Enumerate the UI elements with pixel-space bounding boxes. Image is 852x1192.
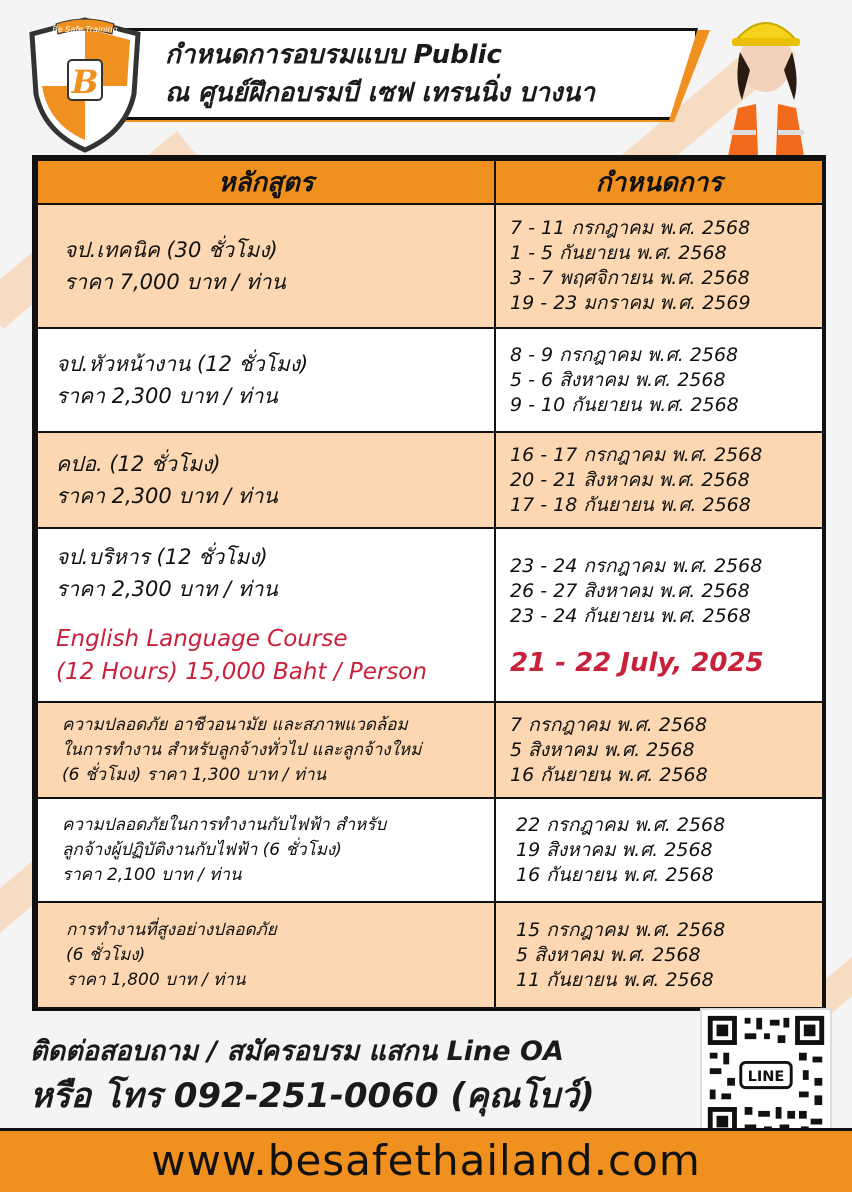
schedule-cell xyxy=(495,702,823,798)
course-price: ราคา 2,300 บาท / ท่าน xyxy=(56,384,278,408)
schedule-date: 19 สิงหาคม พ.ศ. 2568 xyxy=(516,838,713,861)
course-cell xyxy=(37,432,495,528)
schedule-date: 20 - 21 สิงหาคม พ.ศ. 2568 xyxy=(510,468,750,491)
english-course-date: 21 - 22 July, 2025 xyxy=(510,648,764,678)
course-cell xyxy=(37,902,495,1008)
contact-line: ติดต่อสอบถาม / สมัครอบรม แสกน Line OA xyxy=(30,1036,564,1067)
title-line-1: กำหนดการอบรมแบบ Public xyxy=(165,40,502,70)
schedule-cell xyxy=(495,328,823,432)
course-price: ราคา 2,300 บาท / ท่าน xyxy=(56,484,278,508)
svg-text:B: B xyxy=(71,63,99,101)
schedule-date: 5 สิงหาคม พ.ศ. 2568 xyxy=(510,738,695,761)
contact-info xyxy=(30,1030,690,1118)
schedule-date: 9 - 10 กันยายน พ.ศ. 2568 xyxy=(510,393,739,416)
course-price: ราคา 2,300 บาท / ท่าน xyxy=(56,577,278,601)
schedule-cell xyxy=(495,432,823,528)
table-row xyxy=(37,528,823,702)
course-name: ลูกจ้างผู้ปฏิบัติงานกับไฟฟ้า (6 ชั่วโมง) xyxy=(62,839,342,860)
course-price: ราคา 1,800 บาท / ท่าน xyxy=(66,969,246,990)
schedule-table xyxy=(32,155,826,1011)
course-cell xyxy=(37,798,495,902)
page-title xyxy=(165,36,685,112)
schedule-date: 22 กรกฎาคม พ.ศ. 2568 xyxy=(516,813,726,836)
schedule-date: 3 - 7 พฤศจิกายน พ.ศ. 2568 xyxy=(510,267,750,289)
website-link[interactable]: www.besafethailand.com xyxy=(151,1136,701,1185)
schedule-cell xyxy=(495,798,823,902)
schedule-date: 16 - 17 กรกฎาคม พ.ศ. 2568 xyxy=(510,443,763,466)
schedule-date: 11 กันยายน พ.ศ. 2568 xyxy=(516,968,714,991)
safety-worker-image xyxy=(700,0,822,156)
schedule-date: 15 กรกฎาคม พ.ศ. 2568 xyxy=(516,918,726,941)
course-name: การทำงานที่สูงอย่างปลอดภัย xyxy=(66,919,277,940)
svg-text:LINE: LINE xyxy=(747,1068,785,1085)
schedule-date: 7 กรกฎาคม พ.ศ. 2568 xyxy=(510,713,708,736)
course-name: จป.เทคนิค (30 ชั่วโมง) xyxy=(64,238,278,262)
english-course-price: (12 Hours) 15,000 Baht / Person xyxy=(56,659,427,685)
schedule-date: 23 - 24 กันยายน พ.ศ. 2568 xyxy=(510,605,751,627)
english-course xyxy=(56,623,476,689)
schedule-date: 5 สิงหาคม พ.ศ. 2568 xyxy=(516,943,701,966)
schedule-cell xyxy=(495,204,823,328)
schedule-date: 8 - 9 กรกฎาคม พ.ศ. 2568 xyxy=(510,343,739,366)
schedule-cell xyxy=(495,902,823,1008)
course-price: (6 ชั่วโมง) ราคา 1,300 บาท / ท่าน xyxy=(62,764,327,785)
course-cell xyxy=(37,328,495,432)
course-name: ความปลอดภัย อาชีวอนามัย และสภาพแวดล้อม xyxy=(62,714,408,735)
schedule-date: 26 - 27 สิงหาคม พ.ศ. 2568 xyxy=(510,580,750,602)
schedule-date: 7 - 11 กรกฎาคม พ.ศ. 2568 xyxy=(510,217,751,239)
contact-phone[interactable]: หรือ โทร 092-251-0060 (คุณโบว์) xyxy=(30,1076,595,1116)
course-price: ราคา 7,000 บาท / ท่าน xyxy=(64,270,286,294)
schedule-date: 23 - 24 กรกฎาคม พ.ศ. 2568 xyxy=(510,555,763,577)
svg-text:Be Safe Training: Be Safe Training xyxy=(52,25,118,34)
course-price: ราคา 2,100 บาท / ท่าน xyxy=(62,864,242,885)
table-row xyxy=(37,204,823,328)
english-course-name: English Language Course xyxy=(56,626,348,652)
course-name: จป.หัวหน้างาน (12 ชั่วโมง) xyxy=(56,352,309,376)
schedule-cell xyxy=(495,528,823,702)
table-row xyxy=(37,902,823,1008)
course-name: (6 ชั่วโมง) xyxy=(66,944,146,965)
table-row xyxy=(37,798,823,902)
course-cell xyxy=(37,204,495,328)
line-qr-code-icon[interactable] xyxy=(700,1008,832,1144)
course-name: จป.บริหาร (12 ชั่วโมง) xyxy=(56,545,268,569)
course-name: ความปลอดภัยในการทำงานกับไฟฟ้า สำหรับ xyxy=(62,814,387,835)
column-header-schedule: กำหนดการ xyxy=(495,160,823,204)
course-cell xyxy=(37,528,495,702)
course-name: ในการทำงาน สำหรับลูกจ้างทั่วไป และลูกจ้างใหม่ xyxy=(62,739,422,760)
table-row xyxy=(37,328,823,432)
course-name: คปอ. (12 ชั่วโมง) xyxy=(56,452,221,476)
table-row xyxy=(37,432,823,528)
schedule-date: 19 - 23 มกราคม พ.ศ. 2569 xyxy=(510,292,751,314)
course-cell xyxy=(37,702,495,798)
table-row xyxy=(37,702,823,798)
schedule-date: 17 - 18 กันยายน พ.ศ. 2568 xyxy=(510,493,751,516)
schedule-date: 1 - 5 กันยายน พ.ศ. 2568 xyxy=(510,242,727,264)
column-header-course: หลักสูตร xyxy=(37,160,495,204)
title-line-2: ณ ศูนย์ฝึกอบรมบี เซฟ เทรนนิ่ง บางนา xyxy=(165,78,595,108)
shield-logo-icon xyxy=(26,16,144,154)
schedule-date: 5 - 6 สิงหาคม พ.ศ. 2568 xyxy=(510,368,726,391)
schedule-date: 16 กันยายน พ.ศ. 2568 xyxy=(510,763,708,786)
schedule-date: 16 กันยายน พ.ศ. 2568 xyxy=(516,863,714,886)
